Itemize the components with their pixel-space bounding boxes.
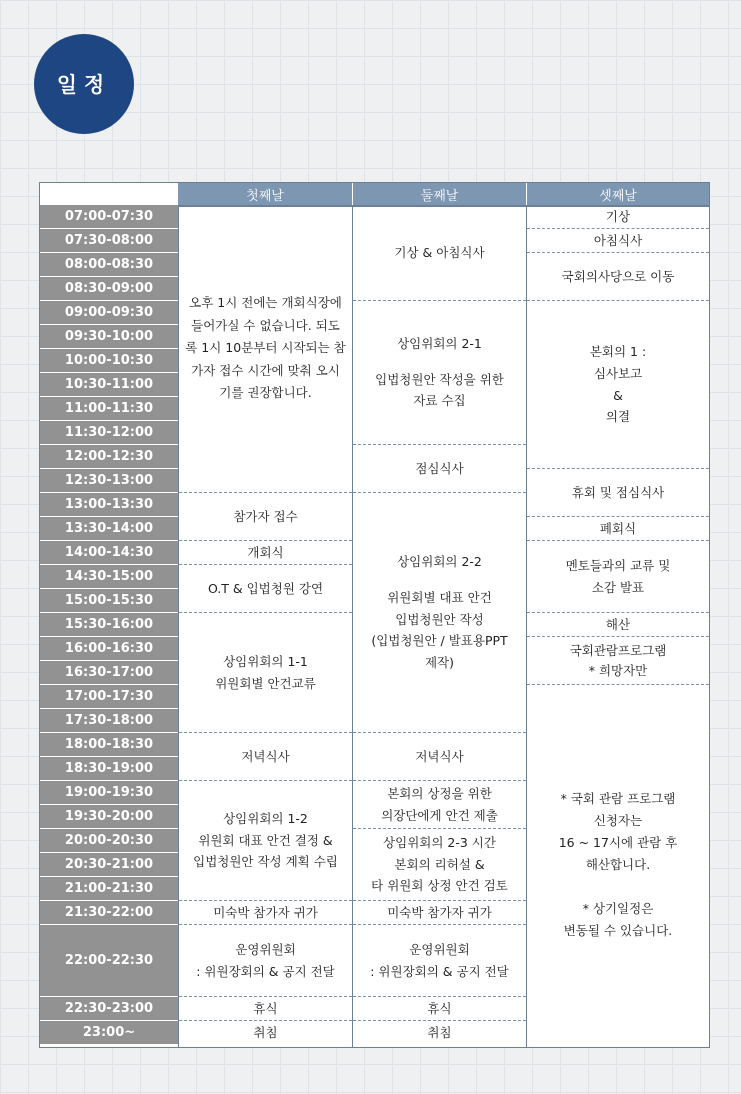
day1-opening (179, 541, 352, 565)
time-slot: 21:00-21:30 (40, 877, 178, 901)
day3-breakfast (527, 229, 709, 253)
day3-breakfast-text: 아침식사 (593, 232, 643, 248)
page-title-badge (34, 34, 134, 134)
day1-dinner-text: 저녁식사 (241, 748, 290, 764)
day1-registration (179, 493, 352, 541)
header-day3: 셋째날 (527, 183, 709, 205)
time-slot: 15:00-15:30 (40, 589, 178, 613)
time-slot: 18:00-18:30 (40, 733, 178, 757)
day2-submit-agenda-line: 의장단에게 안건 제출 (381, 807, 498, 823)
header-day1: 첫째날 (178, 183, 352, 205)
day2-return-home-text: 미숙박 참가자 귀가 (387, 904, 492, 920)
time-slot: 12:30-13:00 (40, 469, 178, 493)
day1-notice-line: 가자 접수 시간에 맞춰 오시 (191, 362, 340, 378)
day2-steering-committee-line: 운영위원회 (409, 941, 470, 957)
day3-wake (527, 205, 709, 229)
day3-mentor-exchange-line: 멘토들과의 교류 및 (565, 557, 671, 573)
day2-wake-breakfast-text: 기상 & 아침식사 (394, 244, 485, 260)
time-slot: 11:00-11:30 (40, 397, 178, 421)
day3-note-line: * 상기일정은 (582, 900, 654, 916)
time-slot: 22:30-23:00 (40, 997, 178, 1021)
day1-sleep (179, 1021, 352, 1045)
day1-steering-committee-line: : 위원장회의 & 공지 전달 (196, 963, 335, 979)
time-slot: 18:30-19:00 (40, 757, 178, 781)
time-slot: 21:30-22:00 (40, 901, 178, 925)
day2-lunch (353, 445, 526, 493)
day3-tour-program-line: * 희망자만 (588, 662, 648, 678)
day1-committee-1-1-line: 위원회별 안건교류 (215, 675, 316, 691)
day2-committee-2-3-line: 타 위원회 상정 안건 검토 (371, 878, 508, 894)
day1-opening-text: 개회식 (247, 544, 284, 560)
time-slot: 16:00-16:30 (40, 637, 178, 661)
day1-committee-1-1 (179, 613, 352, 733)
day1-notice-line: 기를 권장합니다. (219, 385, 312, 401)
day3-note-line: 16 ~ 17시에 관람 후 (558, 835, 678, 851)
day2-committee-2-2-line: 제작) (424, 655, 455, 671)
day3-recess-lunch (527, 469, 709, 517)
day1-steering-committee-line: 운영위원회 (235, 941, 296, 957)
day3-plenary-session-line: 심사보고 (593, 365, 643, 381)
day2-return-home (353, 901, 526, 925)
day2-wake-breakfast (353, 205, 526, 301)
day2-committee-2-2-line: 입법청원안 작성 (395, 611, 484, 627)
day1-committee-1-2-line: 상임위회의 1-2 (223, 810, 308, 826)
day1-steering-committee (179, 925, 352, 997)
day2-steering-committee-line: : 위원장회의 & 공지 전달 (370, 963, 509, 979)
day2-sleep (353, 1021, 526, 1045)
day2-committee-2-3-line: 본회의 리허설 & (394, 856, 485, 872)
day1-rest-text: 휴식 (253, 1000, 278, 1016)
header-day2: 둘째날 (353, 183, 526, 205)
day1-committee-1-2-line: 위원회 대표 안건 결정 & (198, 832, 333, 848)
time-slot: 11:30-12:00 (40, 421, 178, 445)
day3-note-line: 신청자는 (593, 813, 643, 829)
day1-notice-line: 록 1시 10분부터 시작되는 참 (185, 340, 346, 356)
day3-plenary-session-line: & (613, 387, 623, 403)
time-slot: 15:30-16:00 (40, 613, 178, 637)
day3-note-line: 해산합니다. (585, 857, 651, 872)
time-slot: 09:00-09:30 (40, 301, 178, 325)
time-slot: 08:30-09:00 (40, 277, 178, 301)
day2-committee-2-1 (353, 301, 526, 445)
day1-committee-1-2 (179, 781, 352, 901)
time-slot: 10:30-11:00 (40, 373, 178, 397)
day3-move-to-assembly (527, 253, 709, 301)
time-slot: 12:00-12:30 (40, 445, 178, 469)
schedule-table (39, 182, 710, 1048)
day3-tour-program (527, 637, 709, 685)
time-slot: 13:30-14:00 (40, 517, 178, 541)
day3-note-line: 변동될 수 있습니다. (563, 922, 673, 938)
day2-lunch-text: 점심식사 (415, 460, 464, 476)
day2-committee-2-1-line: 입법청원안 작성을 위한 (375, 371, 504, 387)
day1-committee-1-2-line: 입법청원안 작성 계획 수립 (193, 854, 338, 870)
time-slot: 19:30-20:00 (40, 805, 178, 829)
day2-dinner-text: 저녁식사 (415, 748, 464, 764)
page-title: 일정 (56, 73, 112, 97)
day2-steering-committee (353, 925, 526, 997)
day2-committee-2-2-line: 위원회별 대표 안건 (387, 589, 492, 605)
day3-plenary-session (527, 301, 709, 469)
day2-sleep-text: 취침 (427, 1025, 452, 1041)
time-slot: 13:00-13:30 (40, 493, 178, 517)
day2-dinner (353, 733, 526, 781)
day2-committee-2-2-line: 상임위회의 2-2 (397, 553, 482, 569)
day1-notice-line: 오후 1시 전에는 개회식장에 (189, 295, 342, 311)
day3-dismiss (527, 613, 709, 637)
day2-committee-2-1-line: 상임위회의 2-1 (397, 335, 482, 351)
time-slot: 10:00-10:30 (40, 349, 178, 373)
time-slot: 07:30-08:00 (40, 229, 178, 253)
day1-notice (179, 205, 352, 493)
time-slot: 20:30-21:00 (40, 853, 178, 877)
day2-rest-text: 휴식 (427, 1000, 452, 1016)
time-slot: 20:00-20:30 (40, 829, 178, 853)
time-slot: 16:30-17:00 (40, 661, 178, 685)
day2-committee-2-3 (353, 829, 526, 901)
day1-committee-1-1-line: 상임위회의 1-1 (223, 653, 308, 669)
day1-ot-lecture-text: O.T & 입법청원 강연 (207, 580, 324, 596)
day1-registration-text: 참가자 접수 (233, 508, 298, 524)
day1-dinner (179, 733, 352, 781)
day1-notice-line: 들어가실 수 없습니다. 되도 (191, 317, 340, 333)
day2-rest (353, 997, 526, 1021)
day1-return-home-text: 미숙박 참가자 귀가 (213, 904, 318, 920)
time-slot: 08:00-08:30 (40, 253, 178, 277)
time-slot: 14:00-14:30 (40, 541, 178, 565)
day2-committee-2-1-line: 자료 수집 (413, 393, 466, 409)
day3-recess-lunch-text: 휴회 및 점심식사 (571, 484, 665, 500)
time-slot: 23:00~ (40, 1021, 178, 1045)
day3-move-to-assembly-text: 국회의사당으로 이동 (561, 268, 675, 284)
day3-closing (527, 517, 709, 541)
day1-sleep-text: 취침 (253, 1025, 278, 1041)
time-slot: 09:30-10:00 (40, 325, 178, 349)
day2-committee-2-2-line: (입법청원안 / 발표용PPT (371, 633, 508, 649)
time-slot: 22:00-22:30 (40, 925, 178, 997)
day3-plenary-session-line: 의결 (605, 409, 631, 425)
day3-notes (527, 685, 709, 1045)
day1-rest (179, 997, 352, 1021)
day3-dismiss-text: 해산 (605, 616, 631, 632)
time-slot: 07:00-07:30 (40, 205, 178, 229)
day2-committee-2-2 (353, 493, 526, 733)
time-slot: 14:30-15:00 (40, 565, 178, 589)
day1-ot-lecture (179, 565, 352, 613)
day3-closing-text: 폐회식 (599, 520, 637, 536)
day3-mentor-exchange-line: 소감 발표 (591, 579, 645, 595)
day1-return-home (179, 901, 352, 925)
day3-note-line: * 국회 관람 프로그램 (560, 791, 676, 807)
day3-wake-text: 기상 (605, 208, 631, 224)
day2-committee-2-3-line: 상임위회의 2-3 시간 (383, 834, 496, 850)
day2-submit-agenda-line: 본회의 상정을 위한 (387, 785, 492, 801)
day3-plenary-session-line: 본회의 1 : (589, 343, 647, 359)
time-slot: 17:00-17:30 (40, 685, 178, 709)
day3-mentor-exchange (527, 541, 709, 613)
day3-tour-program-line: 국회관람프로그램 (569, 642, 667, 658)
day2-submit-agenda (353, 781, 526, 829)
time-slot: 17:30-18:00 (40, 709, 178, 733)
time-slot: 19:00-19:30 (40, 781, 178, 805)
